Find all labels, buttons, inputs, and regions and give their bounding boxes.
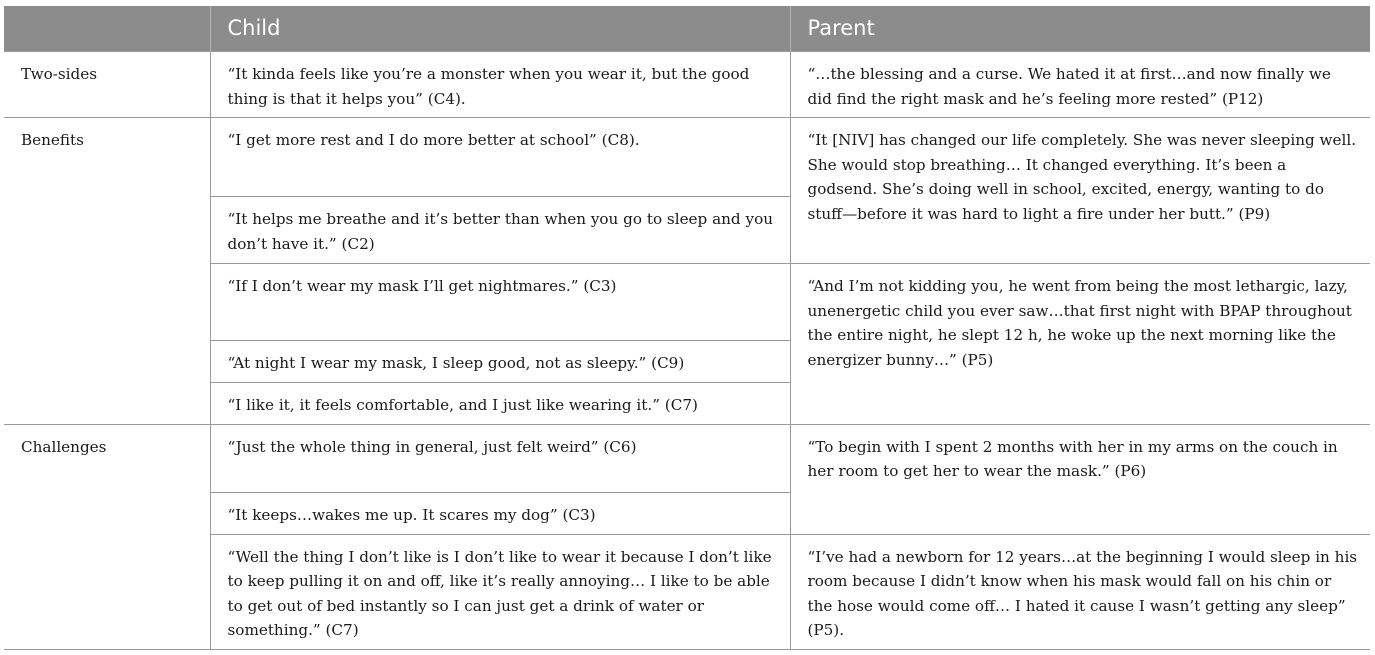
child-quote-c2: “It helps me breathe and it’s better than when you go to sleep and you don’t have it.” (C2) xyxy=(210,197,790,264)
child-quote-c8: “I get more rest and I do more better at school” (C8). xyxy=(210,118,790,197)
header-corner-cell xyxy=(4,6,210,52)
parent-quote-p6: “To begin with I spent 2 months with her in my arms on the couch in her room to get her to wear the mask.” (P6) xyxy=(790,424,1370,534)
header-child: Child xyxy=(210,6,790,52)
parent-quote-p12: “…the blessing and a curse. We hated it at first…and now finally we did find the right mask and he’s feeling more rested” (P12) xyxy=(790,52,1370,118)
child-quote-c7-comfortable: “I like it, it feels comfortable, and I just like wearing it.” (C7) xyxy=(210,383,790,425)
child-quote-c9: “At night I wear my mask, I sleep good, not as sleepy.” (C9) xyxy=(210,341,790,383)
table-row-challenges-1 xyxy=(4,424,1370,492)
header-parent: Parent xyxy=(790,6,1370,52)
category-two-sides: Two-sides xyxy=(4,52,210,118)
parent-quote-p5-energizer: “And I’m not kidding you, he went from being the most lethargic, lazy, unenergetic child you ever saw…that first night with BPAP throughout the entire night, he slept 12 h, he woke up the next morning like the energizer bunny…” (P5) xyxy=(790,264,1370,425)
table-header xyxy=(4,6,1370,52)
header-row xyxy=(4,6,1370,52)
parent-quote-p5-newborn: “I’ve had a newborn for 12 years…at the beginning I would sleep in his room because I didn’t know when his mask would fall on his chin or the hose would come off… I hated it cause I wasn’t getting any sleep” (P5). xyxy=(790,534,1370,649)
child-quote-c3-dog: “It keeps…wakes me up. It scares my dog” (C3) xyxy=(210,492,790,534)
child-quote-c4: “It kinda feels like you’re a monster when you wear it, but the good thing is that it helps you” (C4). xyxy=(210,52,790,118)
category-benefits: Benefits xyxy=(4,118,210,425)
table-body xyxy=(4,52,1370,650)
table-row-two-sides xyxy=(4,52,1370,118)
category-challenges: Challenges xyxy=(4,424,210,649)
table-row-benefits-1 xyxy=(4,118,1370,197)
child-quote-c3-nightmares: “If I don’t wear my mask I’ll get nightmares.” (C3) xyxy=(210,264,790,341)
parent-quote-p9: “It [NIV] has changed our life completely. She was never sleeping well. She would stop breathing… It changed everything. It’s been a godsend. She’s doing well in school, excited, energy, wanting to do stuff—before it was hard to light a fire under her butt.” (P9) xyxy=(790,118,1370,264)
quotes-table xyxy=(4,6,1370,650)
child-quote-c6: “Just the whole thing in general, just felt weird” (C6) xyxy=(210,424,790,492)
child-quote-c7-annoying: “Well the thing I don’t like is I don’t like to wear it because I don’t like to keep pulling it on and off, like it’s really annoying… I like to be able to get out of bed instantly so I can just get a drink of water or something.” (C7) xyxy=(210,534,790,649)
